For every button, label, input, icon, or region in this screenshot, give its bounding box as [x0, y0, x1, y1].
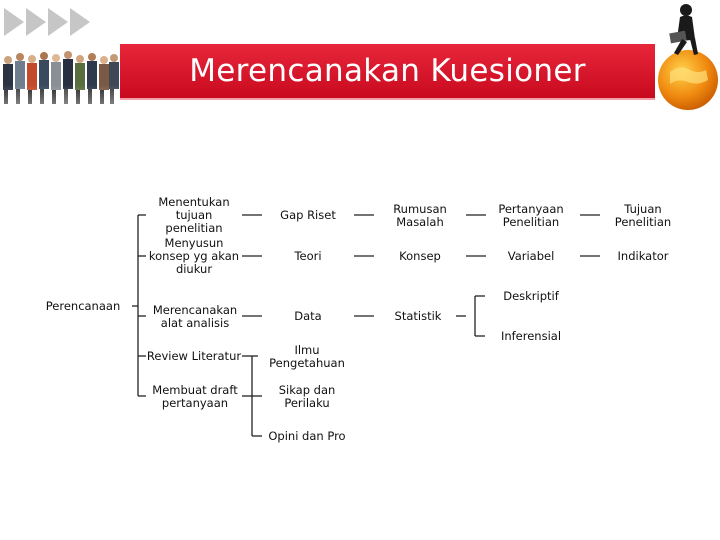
- node-menyusun-konsep: Menyusun konsep yg akan diukur: [148, 236, 240, 276]
- node-review-literatur: Review Literatur: [146, 349, 242, 363]
- node-ilmu-pengetahuan: Ilmu Pengetahuan: [269, 343, 345, 370]
- node-pertanyaan-penelitian: Pertanyaan Penelitian: [498, 202, 564, 229]
- node-root: Perencanaan: [45, 299, 121, 313]
- node-rumusan-masalah: Rumusan Masalah: [393, 202, 447, 229]
- node-opini-pro: Opini dan Pro: [268, 429, 346, 443]
- node-data: Data: [294, 309, 322, 323]
- node-indikator: Indikator: [617, 249, 669, 263]
- node-variabel: Variabel: [507, 249, 555, 263]
- node-merencanakan-analisis: Merencanakan alat analisis: [152, 303, 238, 330]
- node-membuat-draft: Membuat draft pertanyaan: [152, 383, 238, 410]
- page-title: Merencanakan Kuesioner: [189, 53, 586, 89]
- node-konsep: Konsep: [399, 249, 441, 263]
- node-menentukan-tujuan: Menentukan tujuan penelitian: [158, 195, 230, 235]
- node-inferensial: Inferensial: [500, 329, 562, 343]
- node-sikap-perilaku: Sikap dan Perilaku: [278, 383, 336, 410]
- node-tujuan-penelitian: Tujuan Penelitian: [614, 202, 672, 229]
- node-statistik: Statistik: [394, 309, 442, 323]
- node-deskriptif: Deskriptif: [503, 289, 559, 303]
- node-teori: Teori: [294, 249, 322, 263]
- node-gap-riset: Gap Riset: [280, 208, 336, 222]
